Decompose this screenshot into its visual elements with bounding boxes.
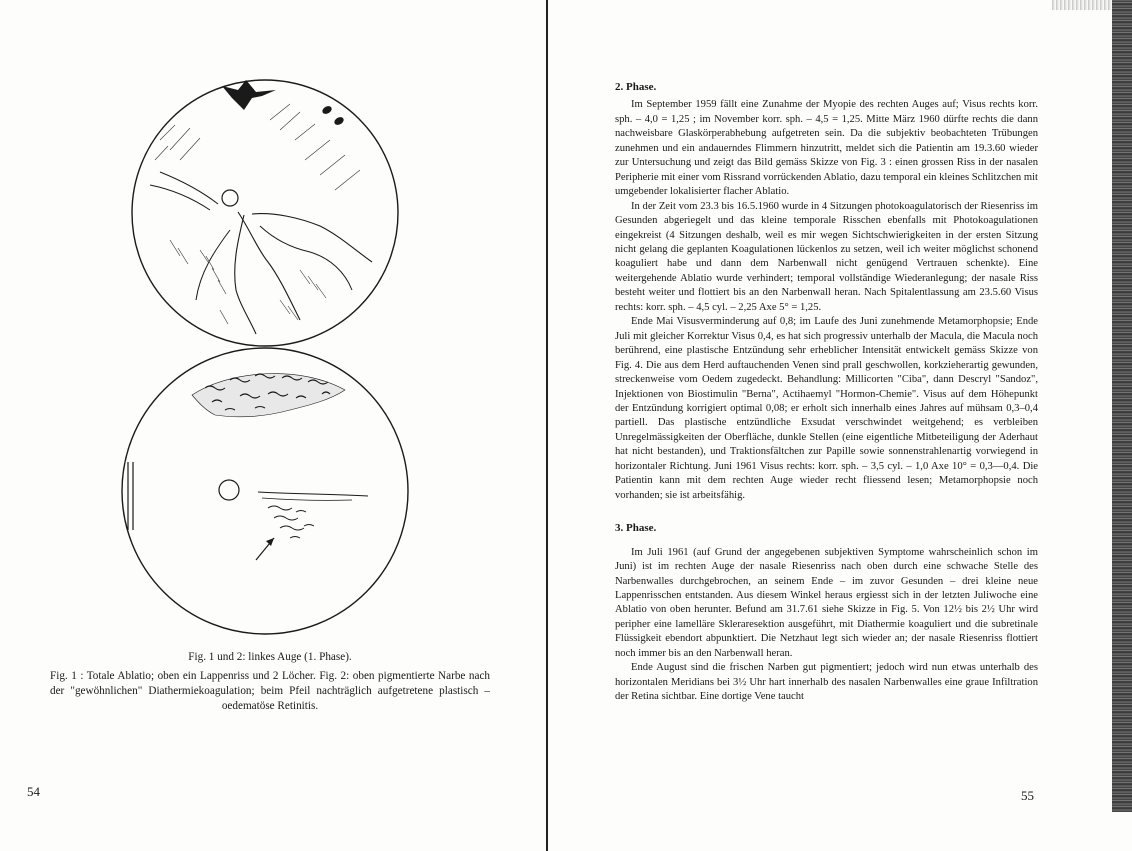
phase-3-paragraph: Im Juli 1961 (auf Grund der angegebenen subjektiven Symptome wahrscheinlich schon im Juni) ist im rechten Auge der nasale Riesenriss nach oben durch eine schwache Stelle des Narbenwalles durchgebrochen, an seinem Ende – im zuvor Gesunden – drei kleine neue Lappenrisschen entstanden. Aus diesem Winkel heraus ergiesst sich in der letzten Juliwoche eine Ablatio von oben herunter. Befund am 31.7.61 siehe Skizze in Fig. 5. Von 12½ bis 2½ Uhr wird peripher eine lamelläre Skleraresektion ausgeführt, mit Diathermie koaguliert und die subretinale Flüssigkeit ebendort abpunktiert. Die Netzhaut legt sich wieder an; der nasale Riesenriss flottiert noch immer bis an den Narbenwall heran. [615,546,1038,659]
fundus-figures [0,0,548,851]
page-number-right: 55 [1021,788,1034,803]
page-edge-top [1052,0,1112,10]
phase-3-heading: 3. Phase. [615,522,657,535]
phase-2-paragraph: In der Zeit vom 23.3 bis 16.5.1960 wurde in 4 Sitzungen photokoagulatorisch der Riesenriss im Gesunden abgeriegelt und das kleine temporale Risschen ebenfalls mit Photokoagulationen eingekreist (4 Sitzungen deshalb, weil es mir wegen Sichtschwierigkeiten in der ersten Sitzung nicht gelang die geplanten Koagulationen lückenlos zu setzen, weil ich weiter möglichst schonend koaguliert habe und dann dem Narbenwall nicht genügend Vertrauen schenkte). Eine weitergehende Ablatio wurde verhindert; temporal vollständige Wiederanlegung; der nasale Riss besteht weiter und flottiert bis an den Narbenwall heran. Nach Spitalentlassung am 23.5.60 Visus rechts: korr. sph. – 4,5 cyl. – 2,25 Axe 5° = 1,25. [615,200,1038,313]
figure-1-drawing [132,80,398,346]
figure-2-drawing [122,348,408,634]
phase-2-heading: 2. Phase. [615,81,657,93]
figure-caption: Fig. 1 : Totale Ablatio; oben ein Lappenriss und 2 Löcher. Fig. 2: oben pigmentierte Narbe nach der "gewöhnlichen" Diathermiekoagulation; beim Pfeil nachträglich aufgetretene plastisch – oedematöse Retinitis. [50,670,490,712]
phase-2-paragraph: Ende Mai Visusverminderung auf 0,8; im Laufe des Juni zunehmende Metamorphopsie; Ende Juli mit gleicher Korrektur Visus 0,4, es hat sich progressiv unterhalb der Macula, die Macula noch berührend, eine plastische Entzündung sehr erheblicher Intensität entwickelt gemäss Skizze von Fig. 4. Die aus dem Herd auftauchenden Venen sind prall geschwollen, korkzieherartig gewunden, streckenweise vom Oedem zugedeckt. Behandlung: Millicorten "Ciba", dann Descryl "Sandoz", Injektionen von Biostimulin "Berna", Actihaemyl "Hormon-Chemie". Visus auf dem Höhepunkt der Entzündung korrigiert optimal 0,08; er erholt sich innerhalb eines Jahres auf mühsam 0,3–0,4 partiell. Das plastische entzündliche Exsudat verschwindet weitgehend; es verbleiben Unregelmässigkeiten der Oberfläche, dunkle Stellen (eine eigentliche Mitbeteiligung der Aderhaut hat nicht bestanden), und Traktionsfältchen zur Papille sowie sonnenstrahlenartig vorwiegend in horizontaler Richtung. Juni 1961 Visus rechts: korr. sph. – 3,5 cyl. – 1,0 Axe 10° = 0,3—0,4. Die Patientin kann mit dem rechten Auge wieder recht fliessend lesen; Metamorphopsie noch vorhanden; sie ist arbeitsfähig. [615,316,1038,501]
left-page [0,0,548,851]
phase-3-paragraph: Ende August sind die frischen Narben gut pigmentiert; jedoch wird nun etwas unterhalb des horizontalen Meridians bei 3½ Uhr hart innerhalb des nasalen Narbenwalles eine graue Infiltration der Retina sichtbar. Eine dortige Vene taucht [615,662,1038,703]
figure-title: Fig. 1 und 2: linkes Auge (1. Phase). [188,651,352,663]
phase-2-paragraph: Im September 1959 fällt eine Zunahme der Myopie des rechten Auges auf; Visus rechts korr. sph. – 4,0 = 1,25 ; im November korr. sph. – 4,5 = 1,25. Mitte März 1960 dürfte rechts die dann nachweisbare Glaskörperabhebung aufgetreten sein. Da die subjektiv beobachteten Trübungen zunehmen und ein andauerndes Flimmern hinzutritt, meldet sich die Patientin am 19.3.60 wieder zur Untersuchung und zeigt das Bild gemäss Skizze von Fig. 3 : einen grossen Riss in der nasalen Peripherie mit einer vom Rissrand vorrückenden Ablatio, dazu temporal ein kleines Schlitzchen mit umgebender lokalisierter flacher Ablatio. [615,99,1038,198]
page-edge-right [1112,0,1132,812]
right-page-text [615,80,1038,705]
page-number-left: 54 [27,784,40,799]
